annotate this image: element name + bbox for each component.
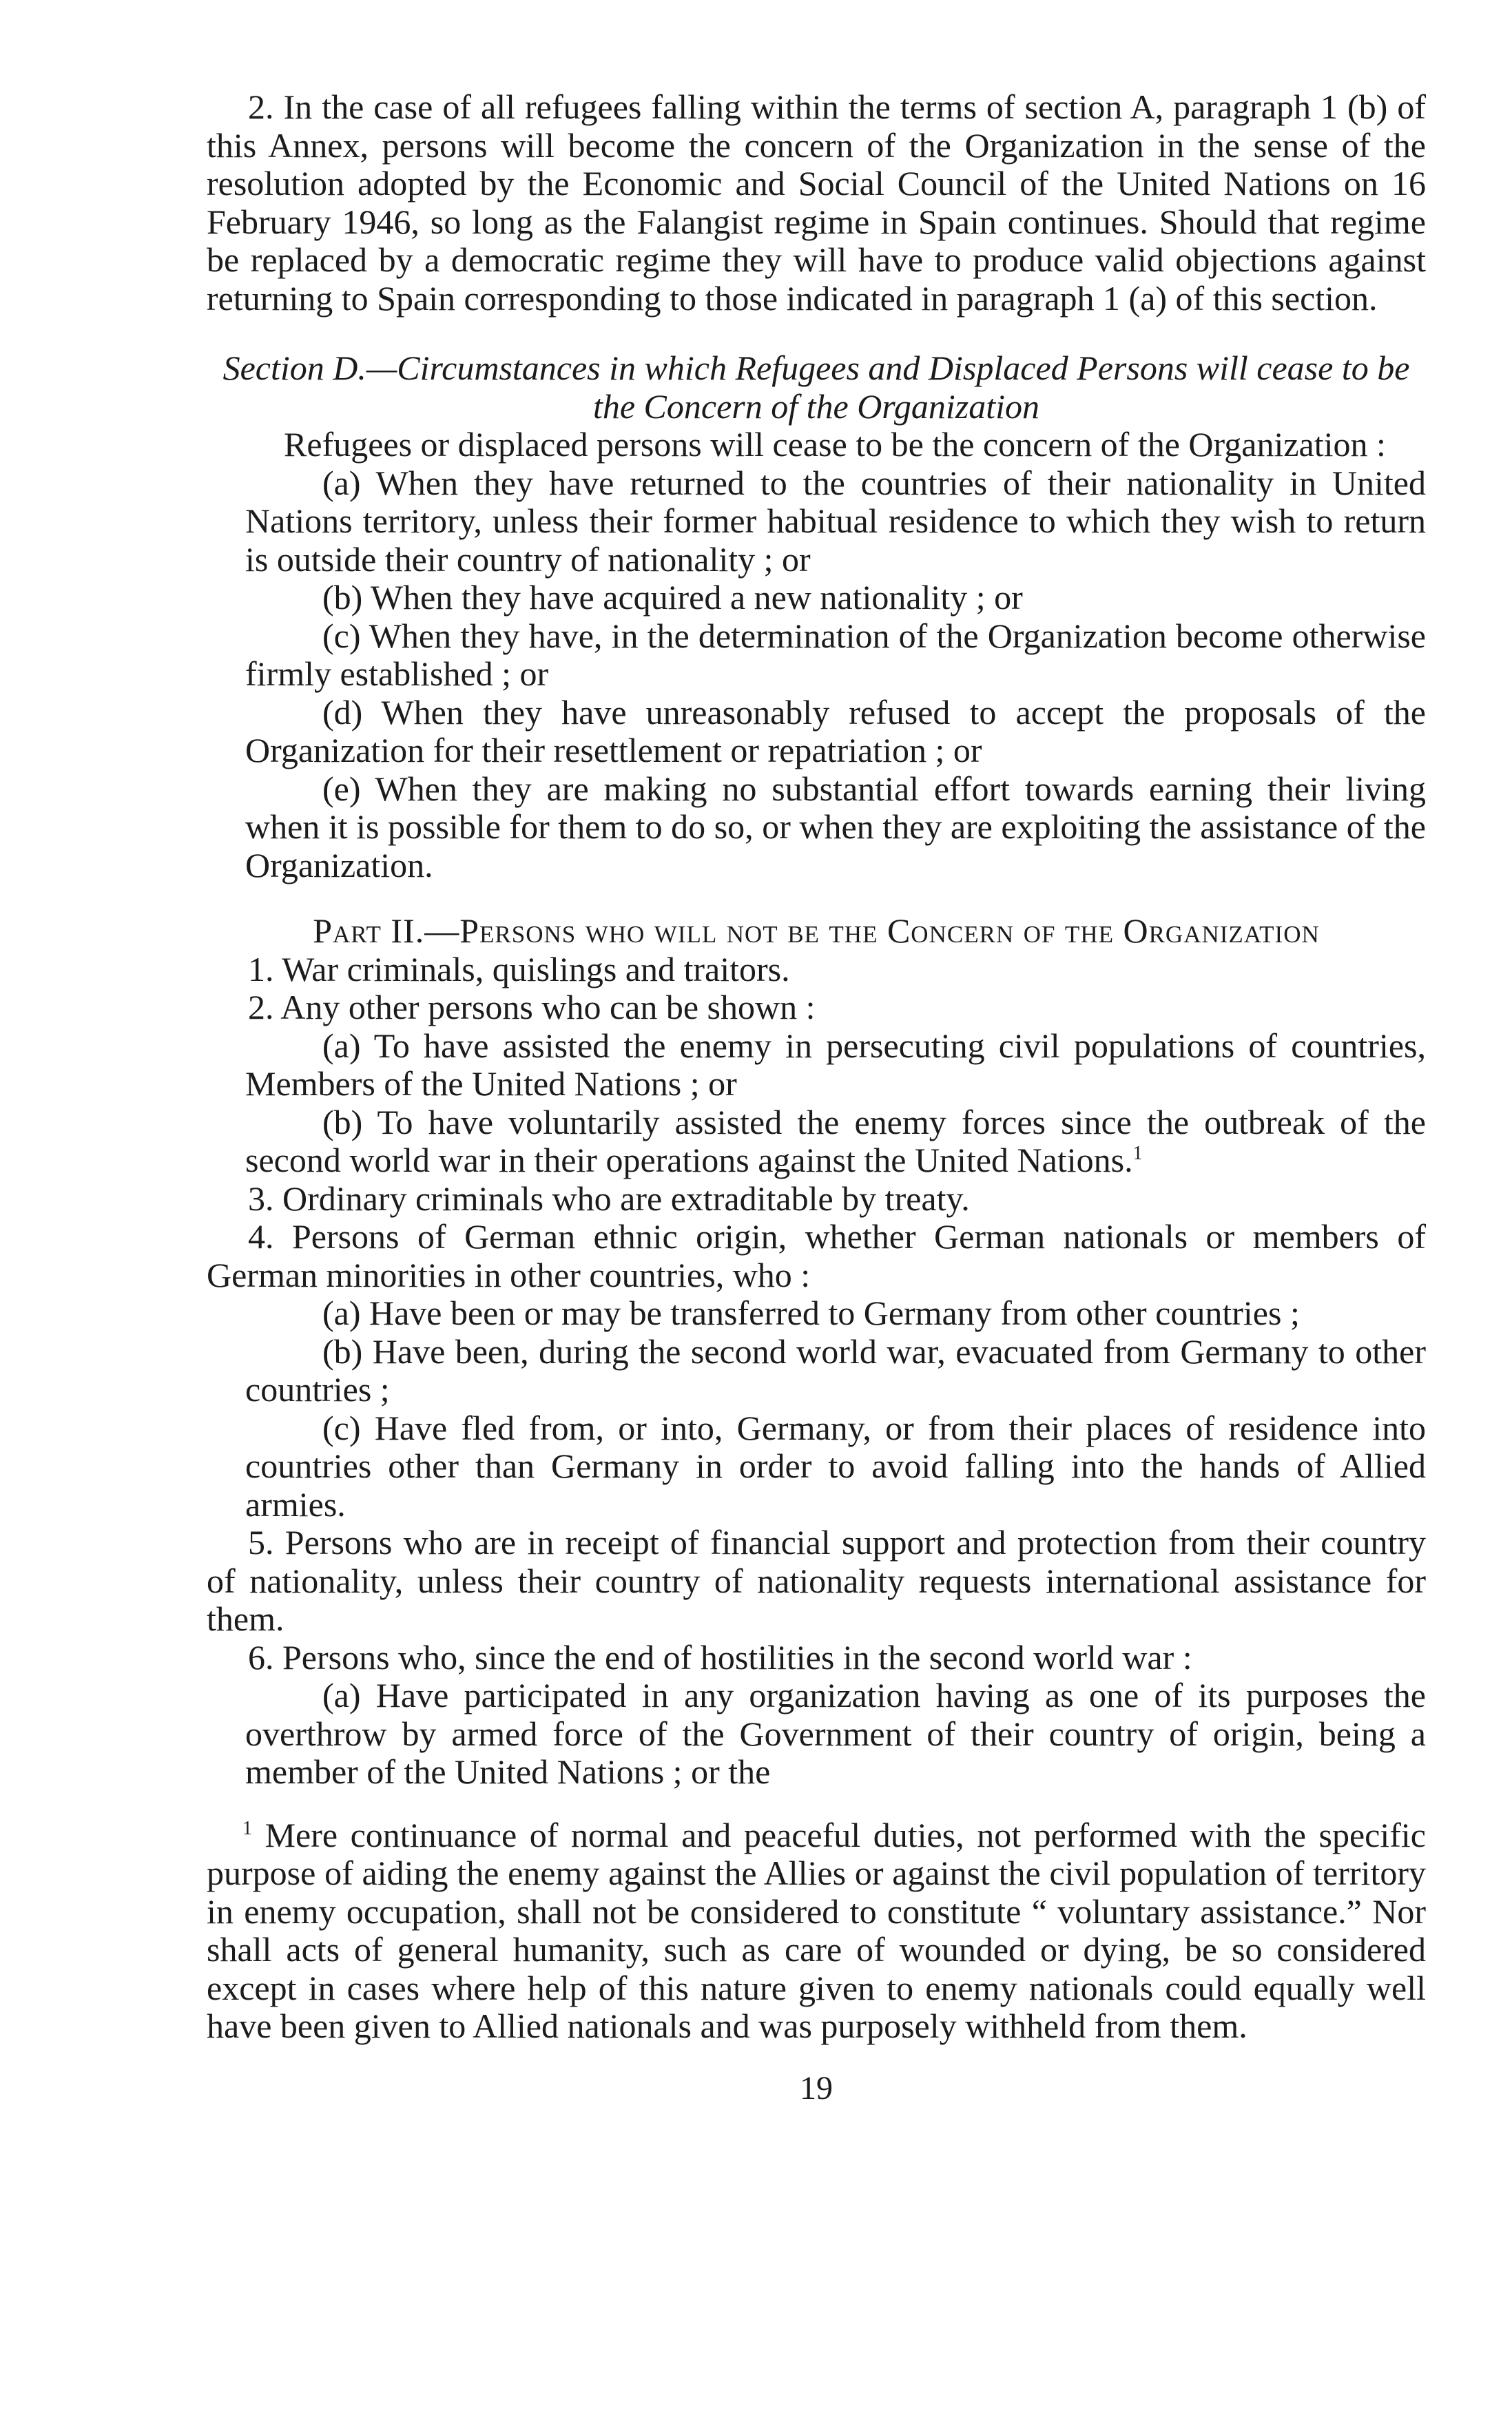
page-number: 19 — [800, 2069, 833, 2106]
section-d-intro: Refugees or displaced persons will cease to be the concern of the Organization : — [284, 425, 1386, 464]
footnote-body: Mere continuance of normal and peaceful duties, not performed with the specific purpose of aiding the enemy against the Allies or against the civil population of territory in enemy occupation, shall not be considered to constitute “ voluntary assistance.” Nor shall acts of general humanity, such as care of wounded or dying, be so considered except in cases where help of this nature given to enemy nationals could equally well have been given to Allied nationals and was purposely withheld from them. — [207, 1815, 1427, 2045]
paragraph-c2: 2. In the case of all refugees falling within the terms of section A, paragraph 1 (b) of this Annex, persons will become the concern of the Organization in the sense of the resolution adopted by the Economic and Social Council of the United Nations on 16 February 1946, so long as the Falangist regime in Spain continues. Should that regime be replaced by a democratic regime they will have to produce valid objections against returning to Spain corresponding to those indicated in paragraph 1 (a) of this section. — [207, 87, 1426, 318]
footnote-mark: 1 — [242, 1817, 252, 1839]
part-ii-item-4b: (b) Have been, during the second world war, evacuated from Germany to other countries ; — [245, 1332, 1426, 1409]
page-content — [207, 88, 1426, 2107]
part-ii-item-4a: (a) Have been or may be transferred to Germany from other countries ; — [322, 1294, 1300, 1332]
part-ii-item-2: 2. Any other persons who can be shown : — [248, 988, 816, 1026]
section-d-item-a: (a) When they have returned to the countries of their nationality in United Nations territory, unless their former habitual residence to which they wish to return is outside their country of nationality ; or — [245, 463, 1426, 579]
part-ii-item-6a: (a) Have participated in any organization having as one of its purposes the overthrow by armed force of the Government of their country of origin, being a member of the United Nations ; or the — [245, 1676, 1426, 1791]
section-d-item-e: (e) When they are making no substantial effort towards earning their living when it is possible for them to do so, or when they are exploiting the assistance of the Organization. — [245, 769, 1426, 884]
part-ii-item-4: 4. Persons of German ethnic origin, whether German nationals or members of German minorities in other countries, who : — [207, 1217, 1426, 1294]
part-ii-heading: Part II.—Persons who will not be the Concern of the Organization — [313, 911, 1320, 950]
part-ii-item-2a: (a) To have assisted the enemy in persecuting civil populations of countries, Members of the United Nations ; or — [245, 1026, 1426, 1103]
section-d-item-c: (c) When they have, in the determination of the Organization become otherwise firmly established ; or — [245, 616, 1426, 693]
part-ii-item-3: 3. Ordinary criminals who are extraditable by treaty. — [248, 1179, 970, 1218]
footnote-reference: 1 — [1132, 1143, 1143, 1164]
footnote-text — [207, 1816, 1426, 2046]
part-ii-item-1: 1. War criminals, quislings and traitors. — [248, 949, 790, 988]
section-d-item-d: (d) When they have unreasonably refused to accept the proposals of the Organization for their resettlement or repatriation ; or — [245, 692, 1426, 769]
part-ii-item-6: 6. Persons who, since the end of hostilities in the second world war : — [248, 1637, 1192, 1677]
footnote — [207, 1816, 1426, 2046]
part-ii-item-2b — [207, 1103, 1426, 1180]
part-ii-item-5: 5. Persons who are in receipt of financial support and protection from their country of nationality, unless their country of nationality requests international assistance for them. — [207, 1523, 1426, 1638]
part-ii-item-2b-text: (b) To have voluntarily assisted the enemy forces since the outbreak of the second world war in their operations against the United Nations. — [245, 1102, 1426, 1179]
section-d-heading: Section D.—Circumstances in which Refugees and Displaced Persons will cease to be the Concern of the Organization — [222, 349, 1410, 426]
section-d-item-b: (b) When they have acquired a new nationality ; or — [322, 578, 1023, 616]
part-ii-item-4c: (c) Have fled from, or into, Germany, or from their places of residence into countries other than Germany in order to avoid falling into the hands of Allied armies. — [245, 1408, 1426, 1524]
